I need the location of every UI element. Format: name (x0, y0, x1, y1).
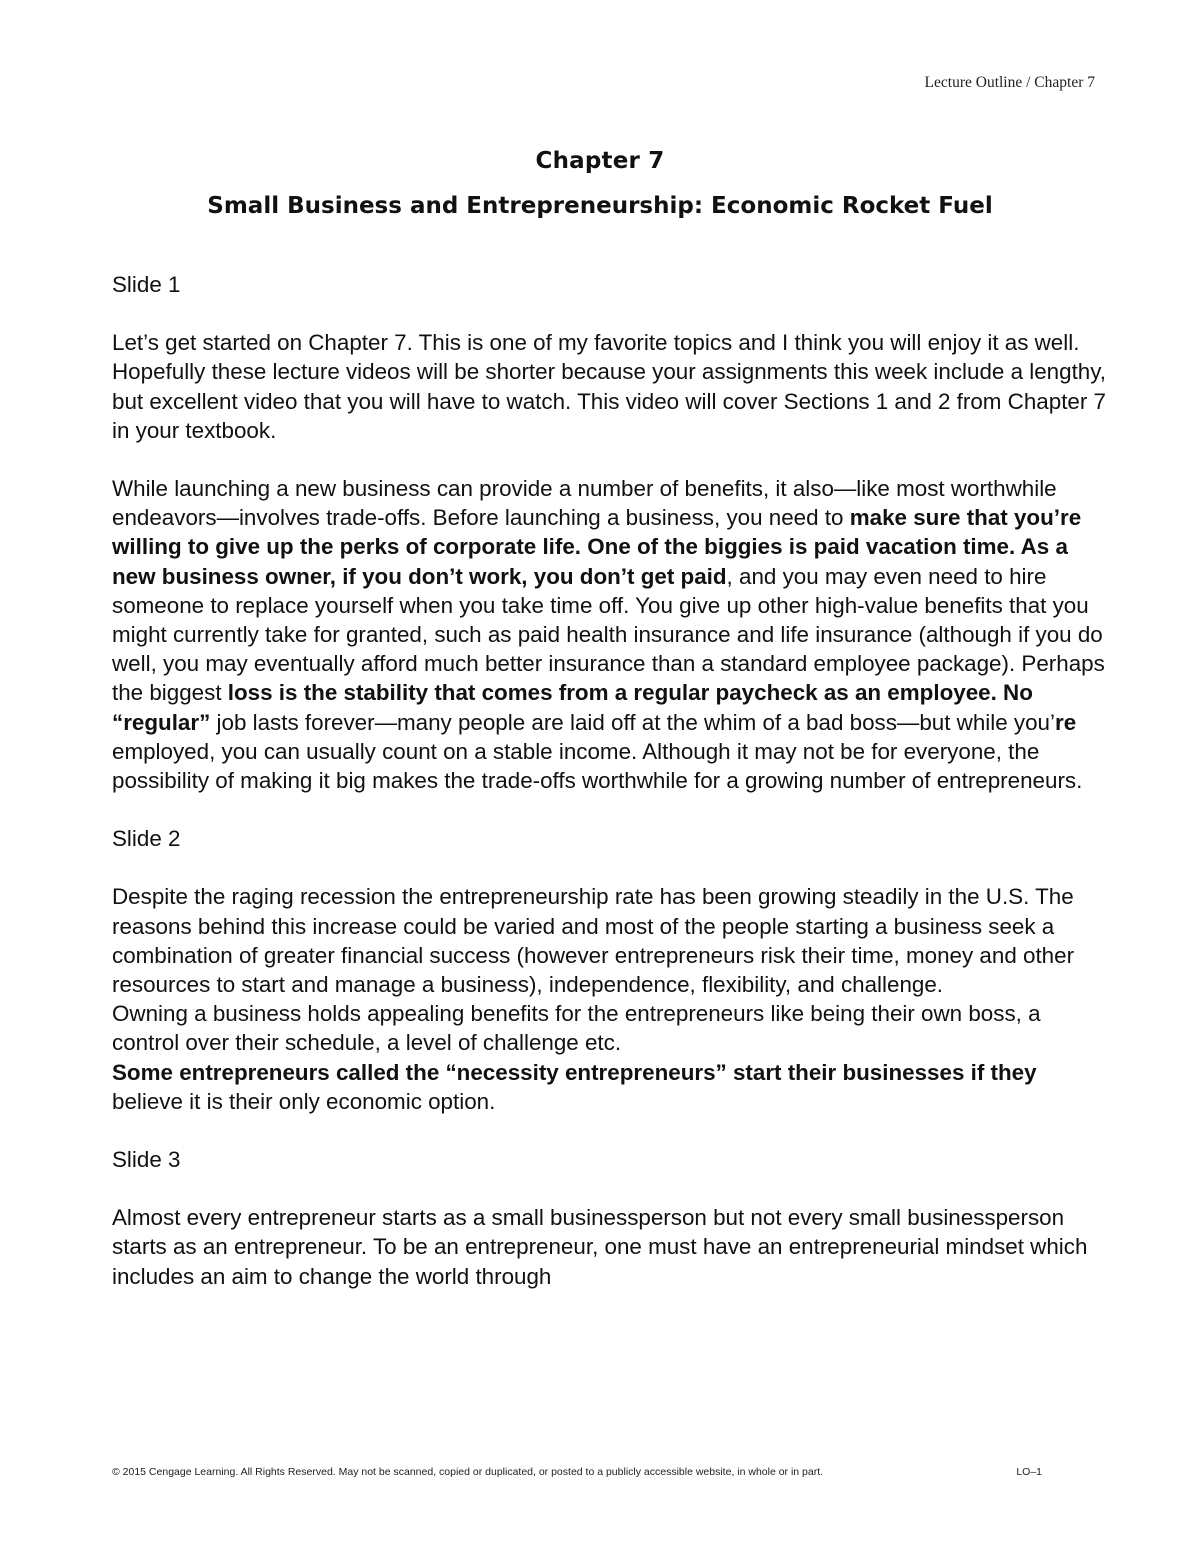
slide-2-paragraph-2: Owning a business holds appealing benefits for the entrepreneurs like being their own boss, a control over their schedule, a level of challenge etc. (112, 1001, 1041, 1056)
text-run: , and you may even need to hire someone to replace yourself when you take time off. You give up other high-value benefits that you might currently take for granted, such as paid health insurance and life insurance (although if you do well, you may eventually afford much better insurance than a standard employee package). Perhaps the biggest (112, 563, 1105, 706)
slide-1-paragraph-2 (112, 474, 1112, 795)
slide-1-paragraph-1: Let’s get started on Chapter 7. This is one of my favorite topics and I think you will enjoy it as well. Hopefully these lecture videos will be shorter because your assignments this week include a lengthy, but excellent video that you will have to watch. This video will cover Sections 1 and 2 from Chapter 7 in your textbook. (112, 330, 1107, 443)
bold-text-run: make sure that you’re willing to give up the perks of corporate life. One of the biggies is paid vacation time. As a new business owner, if you don’t work, you don’t get paid (112, 505, 1082, 589)
chapter-subtitle: Small Business and Entrepreneurship: Economic Rocket Fuel (207, 193, 993, 219)
slide-2-label: Slide 2 (112, 826, 181, 852)
bold-text-run: loss is the stability that comes from a regular paycheck as an employee. No “regular” (112, 680, 1033, 735)
running-header: Lecture Outline / Chapter 7 (924, 74, 1095, 91)
body-text (112, 270, 1112, 1320)
slide-3-paragraph-1: Almost every entrepreneur starts as a small businessperson but not every small businessperson starts as an entrepreneur. To be an entrepreneur, one must have an entrepreneurial mindset which includes an aim to change the world through (112, 1205, 1088, 1289)
text-run: While launching a new business can provide a number of benefits, it also—like most worthwhile endeavors—involves trade-offs. Before launching a business, you need to (112, 476, 1057, 531)
page-number: LO–1 (1016, 1466, 1042, 1478)
copyright-notice: © 2015 Cengage Learning. All Rights Reserved. May not be scanned, copied or duplicated, or posted to a publicly accessible website, in whole or in part. (112, 1466, 824, 1478)
title-block (0, 143, 1200, 224)
text-run: believe it is their only economic option. (112, 1088, 496, 1114)
slide-2-paragraph-3 (112, 1058, 1112, 1116)
page-footer (112, 1466, 1042, 1478)
bold-text-run: Some entrepreneurs called the “necessity entrepreneurs” start their businesses if they (112, 1059, 1037, 1085)
text-run: job lasts forever—many people are laid off at the whim of a bad boss—but while you’ (210, 709, 1055, 735)
chapter-title: Chapter 7 (535, 148, 665, 174)
slide-1-label: Slide 1 (112, 272, 181, 297)
bold-text-run: re (1054, 709, 1077, 735)
slide-3-label: Slide 3 (112, 1147, 181, 1173)
text-run: employed, you can usually count on a stable income. Although it may not be for everyone, the possibility of making it big makes the trade-offs worthwhile for a growing number of entrepreneurs. (112, 738, 1083, 794)
slide-2-paragraph-1: Despite the raging recession the entrepreneurship rate has been growing steadily in the U.S. The reasons behind this increase could be varied and most of the people starting a business seek a combination of greater financial success (however entrepreneurs risk their time, money and other resources to start and manage a business), independence, flexibility, and challenge. (112, 884, 1075, 998)
